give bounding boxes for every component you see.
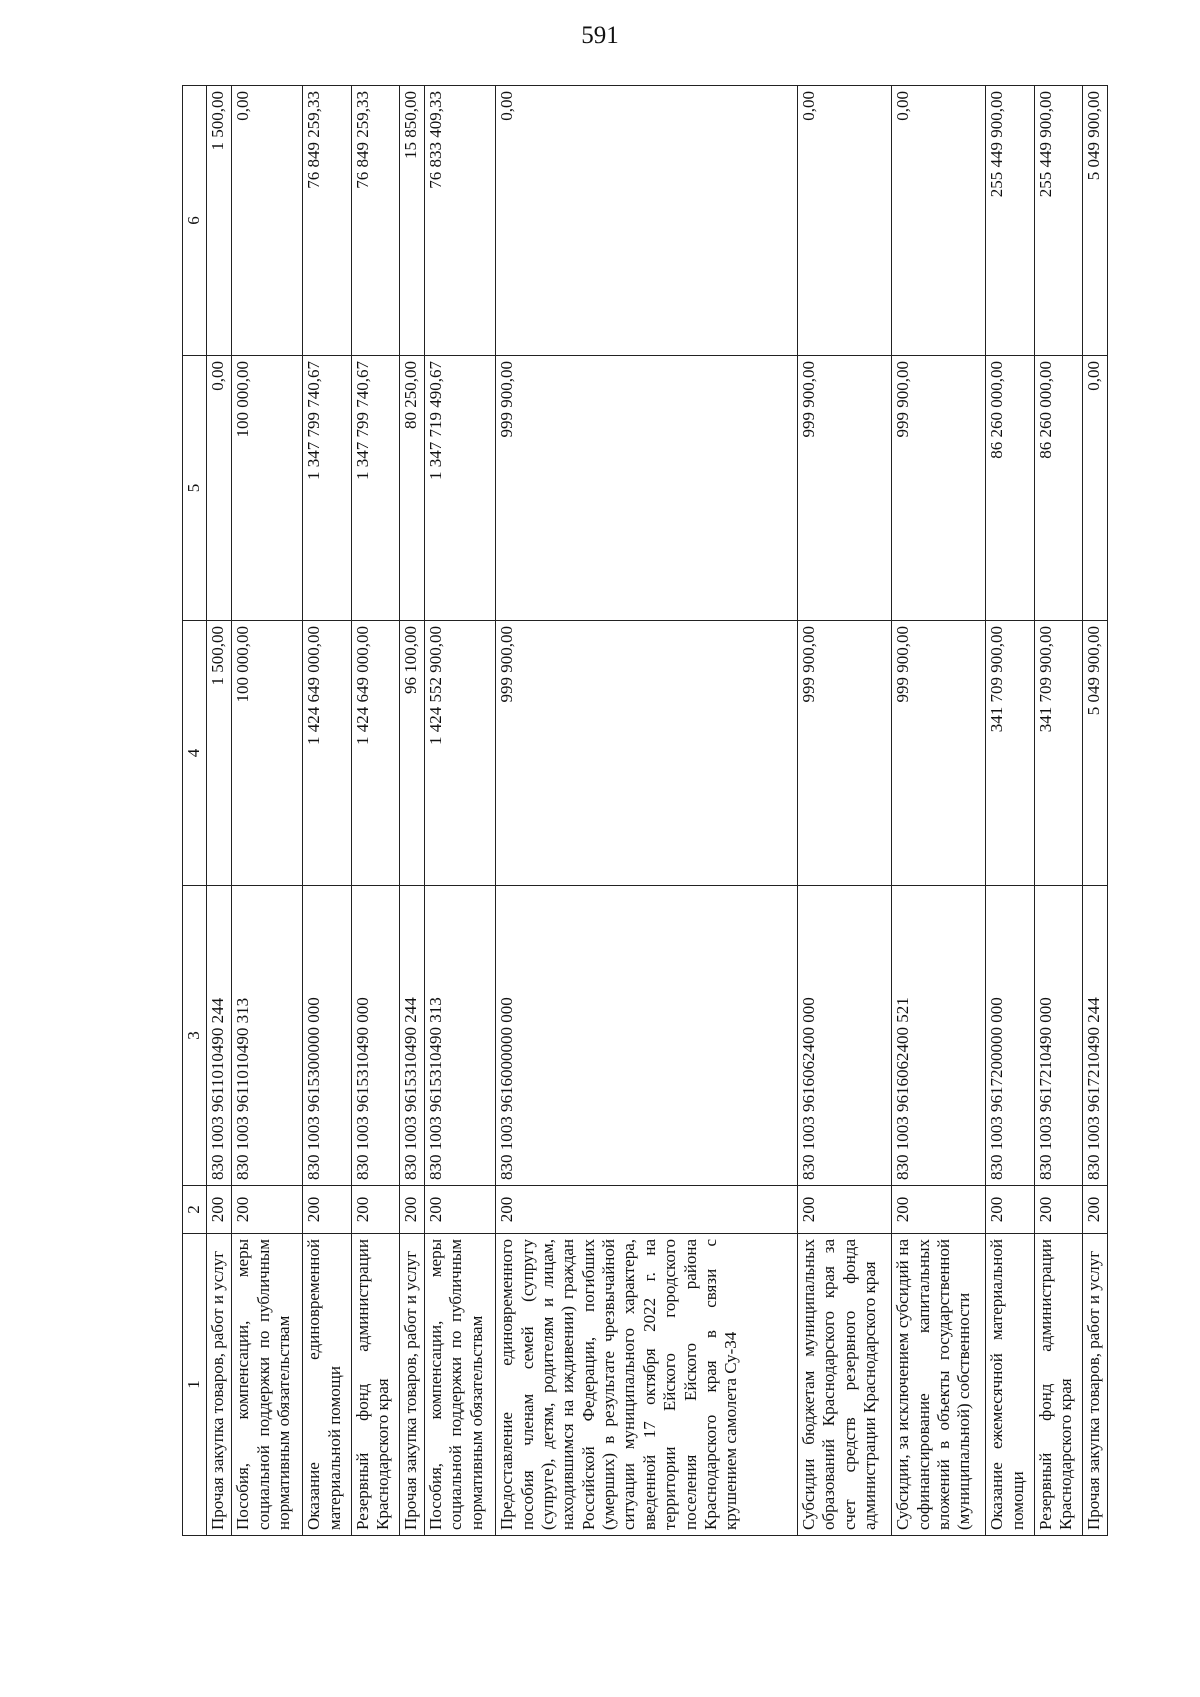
row-admin-code: 200 xyxy=(496,1186,798,1234)
table-row xyxy=(424,86,495,1536)
column-header: 2 xyxy=(183,1186,207,1234)
table-row xyxy=(207,86,232,1536)
row-approved-amount: 1 424 649 000,00 xyxy=(303,621,351,886)
row-approved-amount: 341 709 900,00 xyxy=(986,621,1034,886)
table-row xyxy=(232,86,303,1536)
row-approved-amount: 1 424 552 900,00 xyxy=(424,621,495,886)
row-name: Резервный фонд администрации Краснодарского края xyxy=(351,1234,399,1536)
row-unexecuted-amount: 76 849 259,33 xyxy=(303,86,351,356)
table-row xyxy=(892,86,986,1536)
row-budget-classification-code: 830 1003 9617210490 000 xyxy=(1034,886,1082,1186)
row-executed-amount: 999 900,00 xyxy=(797,356,891,621)
row-budget-classification-code: 830 1003 9616062400 521 xyxy=(892,886,986,1186)
table-header-row xyxy=(183,86,207,1536)
row-admin-code: 200 xyxy=(303,1186,351,1234)
row-approved-amount: 999 900,00 xyxy=(892,621,986,886)
table-row xyxy=(797,86,891,1536)
row-name: Оказание ежемесячной материальной помощи xyxy=(986,1234,1034,1536)
table-row xyxy=(399,86,424,1536)
row-executed-amount: 86 260 000,00 xyxy=(1034,356,1082,621)
row-name: Оказание единовременной материальной помощи xyxy=(303,1234,351,1536)
row-budget-classification-code: 830 1003 9615310490 313 xyxy=(424,886,495,1186)
row-admin-code: 200 xyxy=(351,1186,399,1234)
row-executed-amount: 999 900,00 xyxy=(892,356,986,621)
row-executed-amount: 999 900,00 xyxy=(496,356,798,621)
table-row xyxy=(303,86,351,1536)
budget-execution-table xyxy=(182,85,1108,1536)
row-executed-amount: 1 347 799 740,67 xyxy=(303,356,351,621)
row-budget-classification-code: 830 1003 9616000000 000 xyxy=(496,886,798,1186)
row-name: Резервный фонд администрации Краснодарского края xyxy=(1034,1234,1082,1536)
row-name: Субсидии, за исключением субсидий на софинансирование капитальных вложений в объекты государственной (муниципальной) собственности xyxy=(892,1234,986,1536)
row-executed-amount: 1 347 799 740,67 xyxy=(351,356,399,621)
column-header: 6 xyxy=(183,86,207,356)
row-admin-code: 200 xyxy=(207,1186,232,1234)
row-admin-code: 200 xyxy=(797,1186,891,1234)
row-executed-amount: 0,00 xyxy=(207,356,232,621)
row-unexecuted-amount: 0,00 xyxy=(892,86,986,356)
row-unexecuted-amount: 15 850,00 xyxy=(399,86,424,356)
row-approved-amount: 999 900,00 xyxy=(496,621,798,886)
row-unexecuted-amount: 255 449 900,00 xyxy=(1034,86,1082,356)
row-name: Субсидии бюджетам муниципальных образований Краснодарского края за счет средств резервного фонда администрации Краснодарского края xyxy=(797,1234,891,1536)
row-budget-classification-code: 830 1003 9616062400 000 xyxy=(797,886,891,1186)
row-name: Пособия, компенсации, меры социальной поддержки по публичным нормативным обязательствам xyxy=(424,1234,495,1536)
row-name: Предоставление единовременного пособия членам семей (супругу (супруге), детям, родителям и лицам, находившимся на иждивении) граждан Российской Федерации, погибших (умерших) в результате чрезвычайной ситуации муниципального характера, введенной 17 октября 2022 г. на территории Ейского городского поселения Ейского района Краснодарского края в связи с крушением самолета Су-34 xyxy=(496,1234,798,1536)
rotated-table-frame xyxy=(182,86,1108,1536)
row-unexecuted-amount: 0,00 xyxy=(496,86,798,356)
row-name: Прочая закупка товаров, работ и услуг xyxy=(207,1234,232,1536)
row-budget-classification-code: 830 1003 9615310490 000 xyxy=(351,886,399,1186)
row-admin-code: 200 xyxy=(232,1186,303,1234)
row-name: Пособия, компенсации, меры социальной поддержки по публичным нормативным обязательствам xyxy=(232,1234,303,1536)
table-row xyxy=(496,86,798,1536)
row-budget-classification-code: 830 1003 9615300000 000 xyxy=(303,886,351,1186)
row-unexecuted-amount: 5 049 900,00 xyxy=(1082,86,1107,356)
row-admin-code: 200 xyxy=(424,1186,495,1234)
row-approved-amount: 5 049 900,00 xyxy=(1082,621,1107,886)
row-unexecuted-amount: 0,00 xyxy=(797,86,891,356)
row-unexecuted-amount: 0,00 xyxy=(232,86,303,356)
row-unexecuted-amount: 76 833 409,33 xyxy=(424,86,495,356)
row-approved-amount: 96 100,00 xyxy=(399,621,424,886)
row-admin-code: 200 xyxy=(1082,1186,1107,1234)
row-unexecuted-amount: 76 849 259,33 xyxy=(351,86,399,356)
row-budget-classification-code: 830 1003 9611010490 313 xyxy=(232,886,303,1186)
row-budget-classification-code: 830 1003 9611010490 244 xyxy=(207,886,232,1186)
row-approved-amount: 341 709 900,00 xyxy=(1034,621,1082,886)
row-approved-amount: 999 900,00 xyxy=(797,621,891,886)
column-header: 1 xyxy=(183,1234,207,1536)
page-number: 591 xyxy=(581,22,619,49)
column-header: 4 xyxy=(183,621,207,886)
table-row xyxy=(1082,86,1107,1536)
row-unexecuted-amount: 255 449 900,00 xyxy=(986,86,1034,356)
row-budget-classification-code: 830 1003 9617200000 000 xyxy=(986,886,1034,1186)
row-approved-amount: 1 424 649 000,00 xyxy=(351,621,399,886)
row-executed-amount: 0,00 xyxy=(1082,356,1107,621)
row-budget-classification-code: 830 1003 9615310490 244 xyxy=(399,886,424,1186)
table-row xyxy=(351,86,399,1536)
table-row xyxy=(986,86,1034,1536)
row-admin-code: 200 xyxy=(1034,1186,1082,1234)
row-approved-amount: 1 500,00 xyxy=(207,621,232,886)
row-name: Прочая закупка товаров, работ и услуг xyxy=(1082,1234,1107,1536)
row-admin-code: 200 xyxy=(892,1186,986,1234)
column-header: 3 xyxy=(183,886,207,1186)
row-unexecuted-amount: 1 500,00 xyxy=(207,86,232,356)
row-executed-amount: 86 260 000,00 xyxy=(986,356,1034,621)
row-budget-classification-code: 830 1003 9617210490 244 xyxy=(1082,886,1107,1186)
row-name: Прочая закупка товаров, работ и услуг xyxy=(399,1234,424,1536)
row-admin-code: 200 xyxy=(986,1186,1034,1234)
row-approved-amount: 100 000,00 xyxy=(232,621,303,886)
row-executed-amount: 100 000,00 xyxy=(232,356,303,621)
column-header: 5 xyxy=(183,356,207,621)
row-executed-amount: 1 347 719 490,67 xyxy=(424,356,495,621)
row-executed-amount: 80 250,00 xyxy=(399,356,424,621)
row-admin-code: 200 xyxy=(399,1186,424,1234)
table-row xyxy=(1034,86,1082,1536)
